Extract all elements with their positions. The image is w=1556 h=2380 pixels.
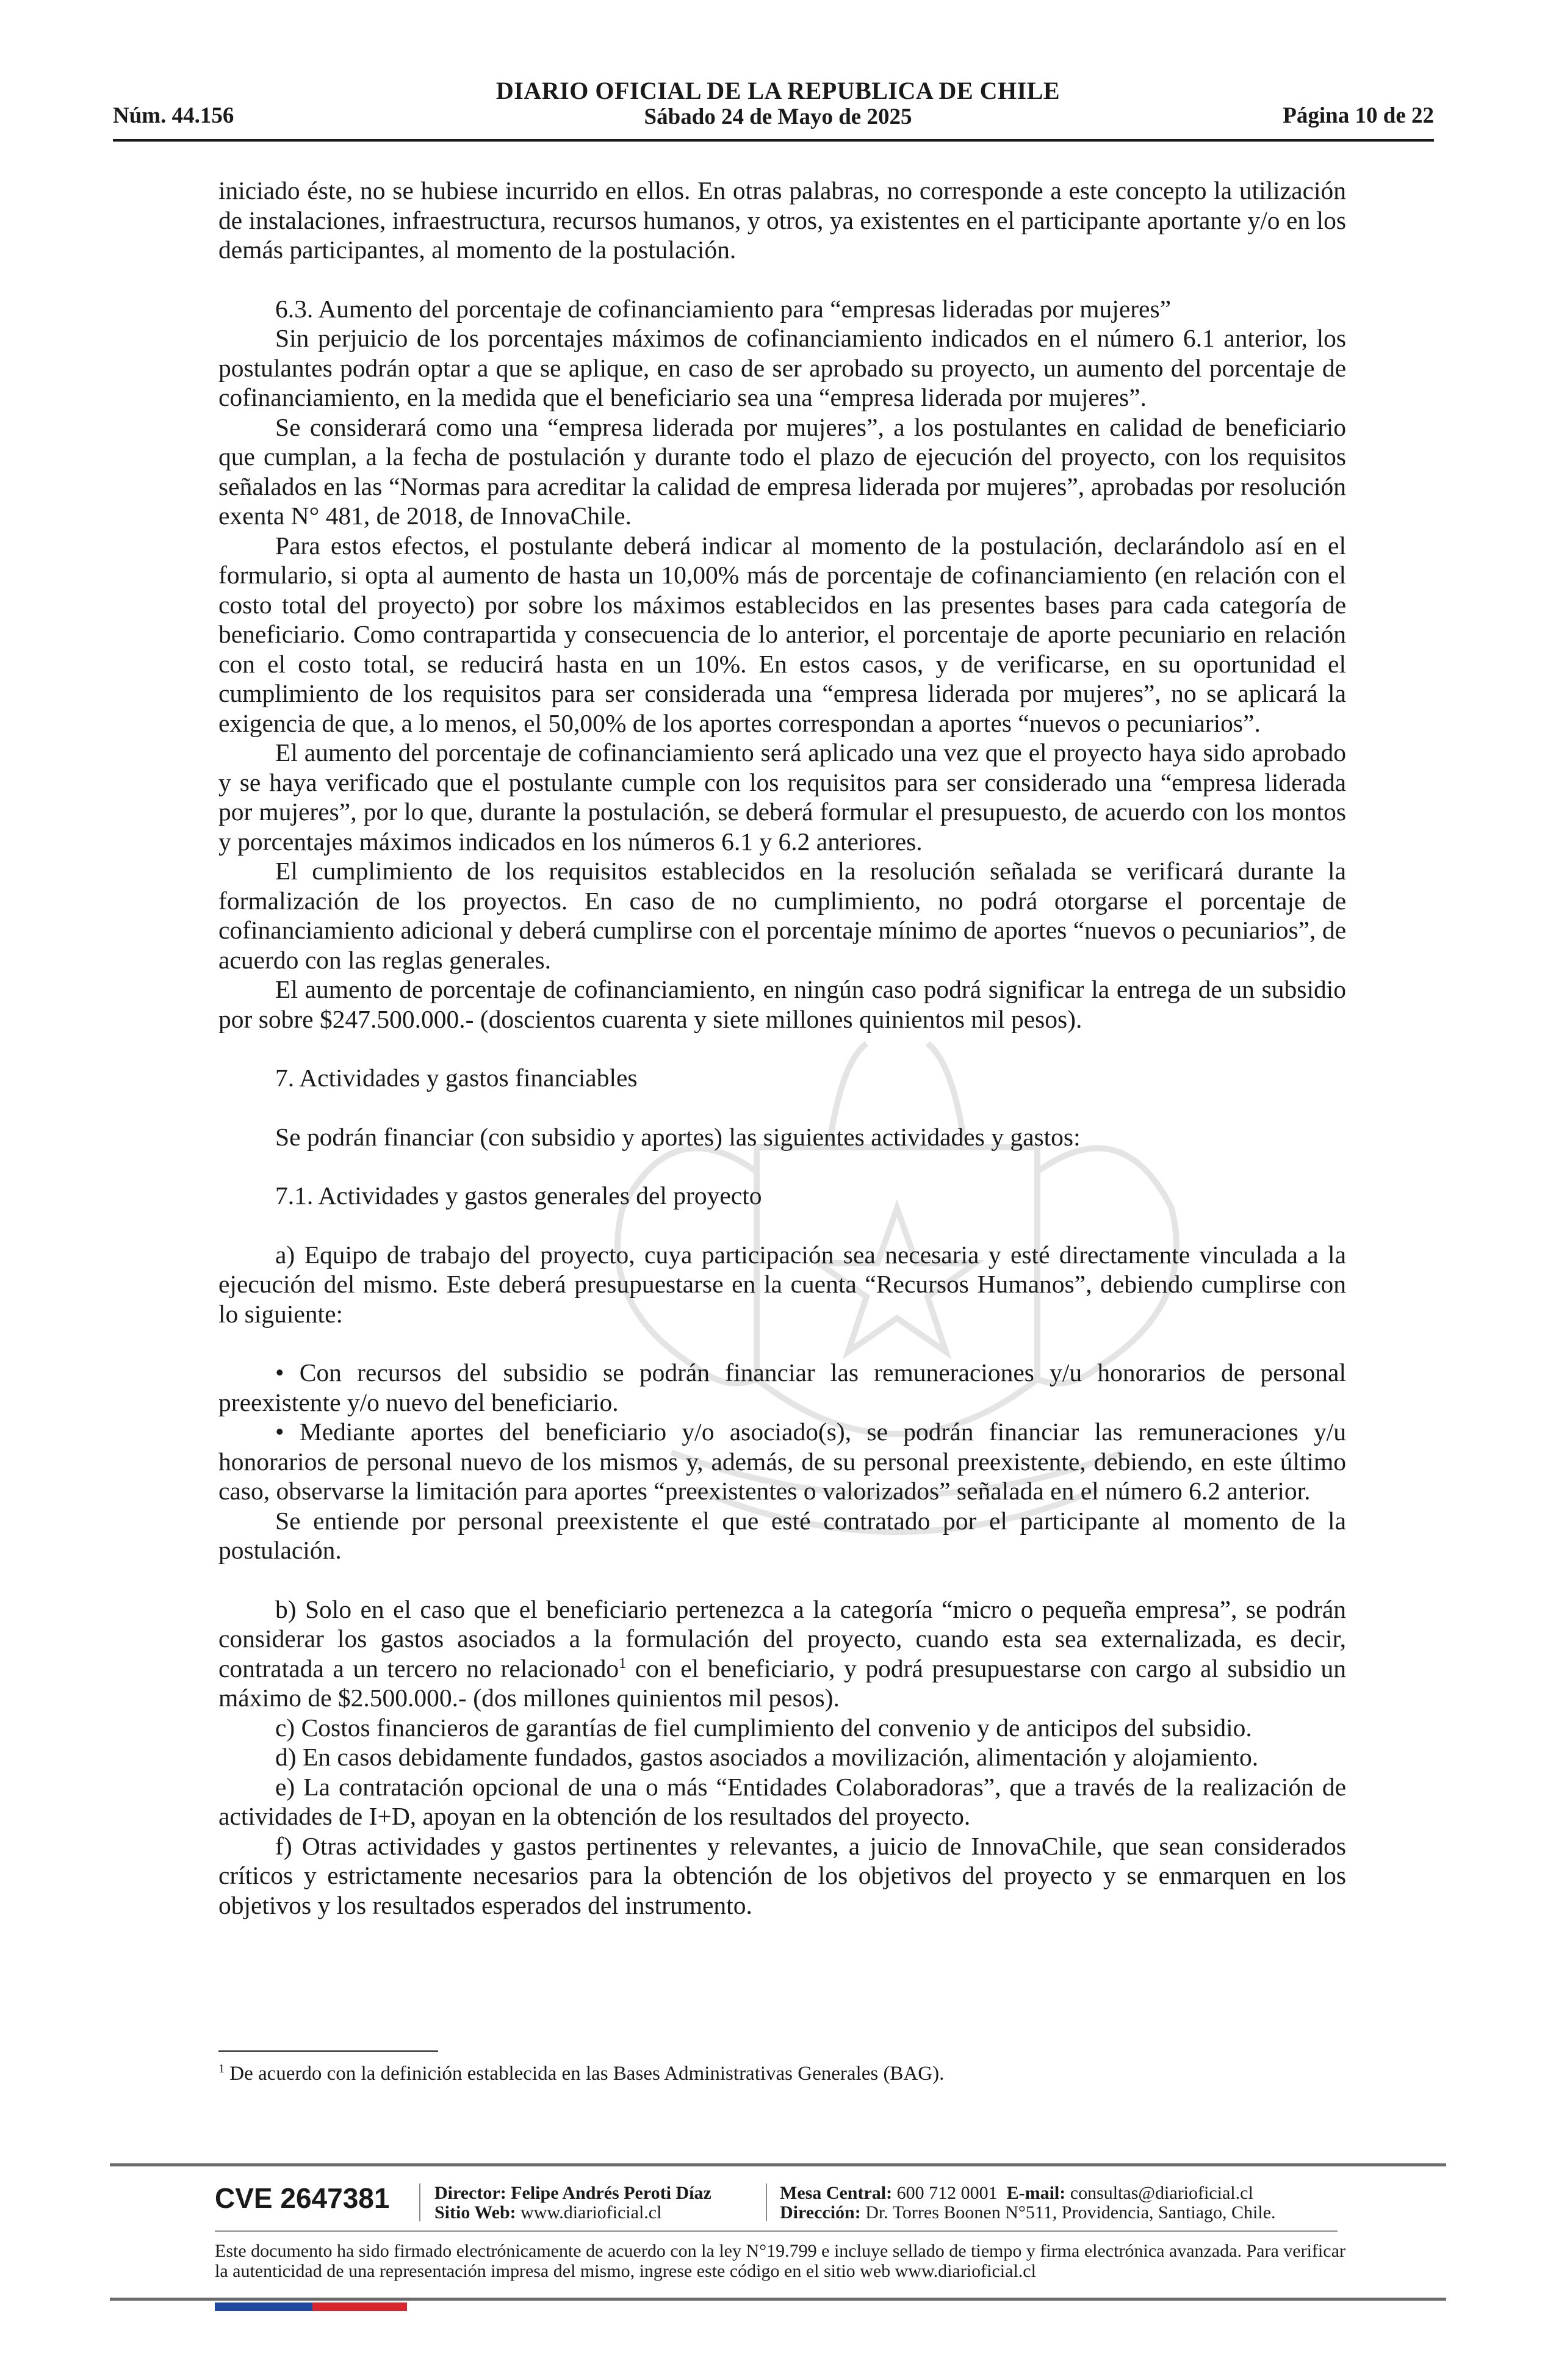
director-label: Director: — [434, 2183, 506, 2203]
footnote — [218, 2061, 944, 2086]
section-heading-7: 7. Actividades y gastos financiables — [275, 1064, 638, 1092]
website-link[interactable]: www.diarioficial.cl — [516, 2202, 662, 2223]
footnote-reference[interactable]: 1 — [619, 1655, 627, 1671]
bullet-item: • Mediante aportes del beneficiario y/o asociado(s), se podrán financiar las remuneraciones y/u honorarios de personal nuevo de los mismos y, además, de su personal preexistente, debiendo, en este último caso, observarse la limitación para aportes “preexistentes o valorizados” señalada en el número 6.2 anterior. — [218, 1418, 1346, 1505]
director-name: Felipe Andrés Peroti Díaz — [506, 2183, 711, 2203]
email-label: E-mail: — [1006, 2183, 1066, 2203]
paragraph: Se entiende por personal preexistente el que esté contratado por el participante al momento de la postulación. — [218, 1506, 1346, 1564]
address-label: Dirección: — [780, 2202, 861, 2223]
footer-rule-mid — [215, 2230, 1338, 2232]
list-item-d: d) En casos debidamente fundados, gastos asociados a movilización, alimentación y alojamiento. — [275, 1743, 1259, 1771]
document-body — [218, 176, 1346, 1920]
footer-legal-notice: Este documento ha sido firmado electrónicamente de acuerdo con la ley N°19.799 e incluye sellado de tiempo y firma electrónica avanzada. Para verificar la autenticidad de una representación impresa del mismo, ingrese este código en el sitio web www.diarioficial.cl — [215, 2241, 1345, 2281]
list-item-e: e) La contratación opcional de una o más “Entidades Colaboradoras”, que a través de la realización de actividades de I+D, apoyan en la obtención de los resultados del proyecto. — [218, 1772, 1346, 1830]
publication-title: DIARIO OFICIAL DE LA REPUBLICA DE CHILE — [495, 77, 1061, 104]
list-item-b — [218, 1595, 1346, 1713]
footer-rule-bottom — [110, 2298, 1446, 2301]
list-item-c: c) Costos financieros de garantías de fiel cumplimiento del convenio y de anticipos del subsidio. — [275, 1713, 1252, 1742]
mesa-central-phone: 600 712 0001 — [892, 2183, 998, 2203]
paragraph: Se podrán financiar (con subsidio y aportes) las siguientes actividades y gastos: — [275, 1122, 1081, 1151]
footer-director-block — [434, 2183, 711, 2223]
section-heading-7-1: 7.1. Actividades y gastos generales del proyecto — [275, 1181, 762, 1210]
paragraph: Para estos efectos, el postulante deberá indicar al momento de la postulación, declarándolo así en el formulario, si opta al aumento de hasta un 10,00% más de porcentaje de cofinanciamiento (en relación con el costo total del proyecto) por sobre los máximos establecidos en las presentes bases para cada categoría de beneficiario. Como contrapartida y consecuencia de lo anterior, el porcentaje de aporte pecuniario en relación con el costo total, se reducirá hasta en un 10%. En estos casos, y de verificarse, en su oportunidad el cumplimiento de los requisitos para ser considerada una “empresa liderada por mujeres”, no se aplicará la exigencia de que, a lo menos, el 50,00% de los aportes correspondan a aportes “nuevos o pecuniarios”. — [218, 531, 1346, 737]
footer-separator — [419, 2183, 420, 2221]
paragraph: El aumento del porcentaje de cofinanciamiento será aplicado una vez que el proyecto haya sido aprobado y se haya verificado que el postulante cumple con los requisitos para ser considerado una “empresa liderada por mujeres”, por lo que, durante la postulación, se deberá formular el presupuesto, de acuerdo con los montos y porcentajes máximos indicados en los números 6.1 y 6.2 anteriores. — [218, 738, 1346, 856]
footnote-text: De acuerdo con la definición establecida en las Bases Administrativas Generales (BAG). — [225, 2063, 945, 2085]
section-heading-6-3: 6.3. Aumento del porcentaje de cofinanciamiento para “empresas lideradas por mujeres” — [275, 294, 1172, 323]
list-item-a: a) Equipo de trabajo del proyecto, cuya participación sea necesaria y esté directamente vinculada a la ejecución del mismo. Este deberá presupuestarse en la cuenta “Recursos Humanos”, debiendo cumplirse con lo siguiente: — [218, 1240, 1346, 1328]
address-value: Dr. Torres Boonen N°511, Providencia, Santiago, Chile. — [860, 2202, 1276, 2223]
page-indicator: Página 10 de 22 — [1283, 103, 1434, 128]
website-label: Sitio Web: — [434, 2202, 516, 2223]
list-item-f: f) Otras actividades y gastos pertinentes y relevantes, a juicio de InnovaChile, que sean considerados críticos y estrictamente necesarios para la obtención de los objetivos del proyecto y se enmarquen en los objetivos y los resultados esperados del instrumento. — [218, 1831, 1346, 1919]
list-item-b-text-cont: con el beneficiario, y podrá presupuestarse con cargo al subsidio un máximo de $2.500.000.- (dos millones quinientos mil pesos). — [218, 1654, 1346, 1712]
email-link[interactable]: consultas@diarioficial.cl — [1065, 2183, 1253, 2203]
paragraph: Sin perjuicio de los porcentajes máximos de cofinanciamiento indicados en el número 6.1 anterior, los postulantes podrán optar a que se aplique, en caso de ser aprobado su proyecto, un aumento del porcentaje de cofinanciamiento, en la medida que el beneficiario sea una “empresa liderada por mujeres”. — [218, 324, 1346, 411]
footer-rule-top — [110, 2163, 1446, 2166]
footnote-rule — [218, 2050, 438, 2052]
footer-separator — [766, 2183, 767, 2221]
paragraph: Se considerará como una “empresa liderada por mujeres”, a los postulantes en calidad de beneficiario que cumplan, a la fecha de postulación y durante todo el plazo de ejecución del proyecto, con los requisitos señalados en las “Normas para acreditar la calidad de empresa liderada por mujeres”, aprobadas por resolución exenta N° 481, de 2018, de InnovaChile. — [218, 413, 1346, 530]
footnote-marker: 1 — [218, 2062, 225, 2075]
list-item-b-text: b) Solo en el caso que el beneficiario pertenezca a la categoría “micro o pequeña empresa”, se podrán considerar los gastos asociados a la formulación del proyecto, cuando esta sea externalizada, es decir, contratada a un tercero no relacionado — [218, 1595, 1346, 1682]
bullet-item: • Con recursos del subsidio se podrán financiar las remuneraciones y/u honorarios de personal preexistente y/o nuevo del beneficiario. — [218, 1358, 1346, 1416]
mesa-central-label: Mesa Central: — [780, 2183, 893, 2203]
cve-code: CVE 2647381 — [215, 2182, 390, 2214]
flag-stripe-red — [312, 2302, 407, 2311]
flag-stripe-blue — [215, 2302, 312, 2311]
footer-contact-block — [780, 2183, 1276, 2223]
issue-number: Núm. 44.156 — [113, 103, 234, 128]
paragraph: El aumento de porcentaje de cofinanciamiento, en ningún caso podrá significar la entrega de un subsidio por sobre $247.500.000.- (doscientos cuarenta y siete millones quinientos mil pesos). — [218, 975, 1346, 1033]
header-rule — [113, 139, 1434, 142]
publication-date: Sábado 24 de Mayo de 2025 — [644, 104, 912, 129]
paragraph: El cumplimiento de los requisitos establecidos en la resolución señalada se verificará durante la formalización de los proyectos. En caso de no cumplimiento, no podrá otorgarse el porcentaje de cofinanciamiento adicional y deberá cumplirse con el porcentaje mínimo de aportes “nuevos o pecuniarios”, de acuerdo con las reglas generales. — [218, 857, 1346, 974]
paragraph: iniciado éste, no se hubiese incurrido en ellos. En otras palabras, no corresponde a este concepto la utilización de instalaciones, infraestructura, recursos humanos, y otros, ya existentes en el participante aportante y/o en los demás participantes, al momento de la postulación. — [218, 176, 1346, 264]
